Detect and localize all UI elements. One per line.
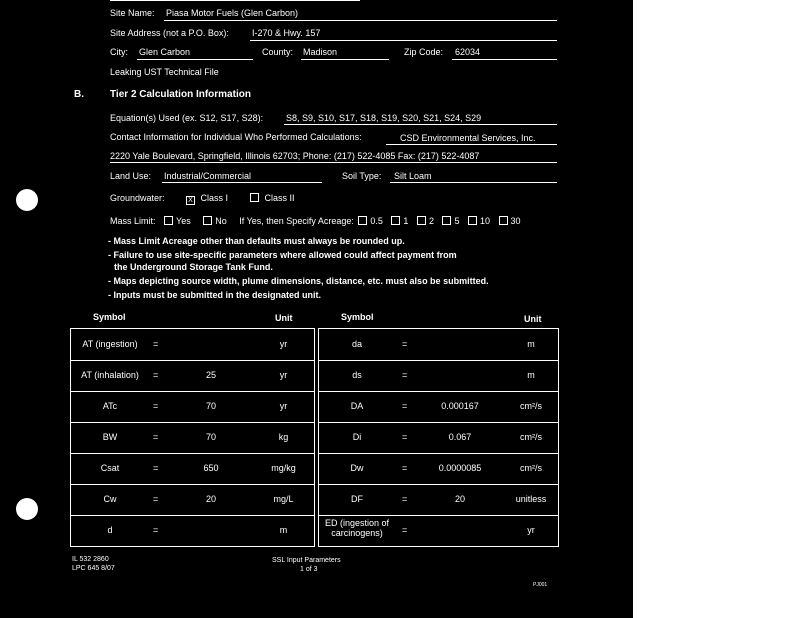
county-label: County: xyxy=(262,47,294,57)
class2-option[interactable] xyxy=(248,193,295,204)
parameter-unit: yr xyxy=(279,400,288,411)
lpc-number: LPC 645 8/07 xyxy=(72,565,115,572)
groundwater-label: Groundwater: xyxy=(110,193,165,203)
parameter-value[interactable]: 20 xyxy=(205,493,216,504)
equations-value: S8, S9, S10, S17, S18, S19, S20, S21, S24, S29 xyxy=(286,113,482,123)
no-checkbox[interactable] xyxy=(203,216,212,225)
left-symbol-header: Symbol xyxy=(93,312,126,322)
equals-sign: = xyxy=(402,400,408,411)
parameter-value[interactable]: 70 xyxy=(205,400,216,411)
city-value: Glen Carbon xyxy=(139,47,191,57)
contact-address: 2220 Yale Boulevard, Springfield, Illinois 62703; Phone: (217) 522-4085 Fax: (217) 522-4087 xyxy=(110,151,480,161)
parameter-value[interactable]: 0.0000085 xyxy=(438,462,482,473)
parameter-unit: cm²/s xyxy=(520,462,542,473)
right-symbol-header: Symbol xyxy=(341,312,374,322)
contact-label: Contact Information for Individual Who Performed Calculations: xyxy=(110,132,362,142)
county-value: Madison xyxy=(303,47,338,57)
equals-sign: = xyxy=(402,493,408,504)
section-title: Tier 2 Calculation Information xyxy=(110,89,251,100)
form-number: IL 532 2860 xyxy=(72,556,109,563)
site-name-label: Site Name: xyxy=(110,8,155,18)
equals-sign: = xyxy=(153,493,159,504)
parameter-value[interactable]: 0.067 xyxy=(448,431,472,442)
section-letter: B. xyxy=(74,89,84,100)
soil-type-label: Soil Type: xyxy=(342,171,382,181)
row-divider xyxy=(319,484,558,485)
parameter-unit: unitless xyxy=(515,493,547,504)
parameter-value[interactable]: 70 xyxy=(205,431,216,442)
rule xyxy=(301,59,389,60)
top-rule xyxy=(110,0,360,1)
parameter-value[interactable]: 0.000167 xyxy=(441,400,479,411)
note: - Inputs must be submitted in the designated unit. xyxy=(108,290,322,300)
equals-sign: = xyxy=(402,524,408,535)
no-label: No xyxy=(215,216,227,226)
row-divider xyxy=(319,453,558,454)
contact-org: CSD Environmental Services, Inc. xyxy=(400,133,536,143)
footer-title: SSL Input Parameters xyxy=(272,557,341,564)
parameter-symbol: DA xyxy=(350,400,364,411)
acreage-option: 30 xyxy=(510,216,521,226)
parameter-symbol: BW xyxy=(102,431,118,442)
row-divider xyxy=(71,484,314,485)
row-divider xyxy=(319,391,558,392)
parameter-symbol: ED (ingestion of carcinogens) xyxy=(324,518,390,538)
binder-hole xyxy=(16,189,38,211)
class2-label: Class II xyxy=(264,193,295,203)
equals-sign: = xyxy=(402,431,408,442)
land-use-label: Land Use: xyxy=(110,171,152,181)
stamp: PJ001 xyxy=(533,582,548,588)
rule xyxy=(284,124,557,125)
parameter-symbol: AT (ingestion) xyxy=(82,338,138,349)
yes-checkbox[interactable] xyxy=(164,216,173,225)
left-unit-header: Unit xyxy=(275,313,293,323)
row-divider xyxy=(71,391,314,392)
parameter-unit: kg xyxy=(278,431,289,442)
parameter-symbol: ATc xyxy=(102,400,118,411)
parameter-unit: m xyxy=(279,524,288,535)
parameter-symbol: Cw xyxy=(103,493,117,504)
parameter-symbol: Dw xyxy=(350,462,364,473)
acreage-option: 0.5 xyxy=(370,216,383,226)
note: - Maps depicting source width, plume dimensions, distance, etc. must also be submitted. xyxy=(108,276,489,286)
rule xyxy=(110,162,557,163)
parameter-symbol: AT (inhalation) xyxy=(81,369,139,380)
acreage-label: If Yes, then Specify Acreage: xyxy=(239,216,354,226)
parameter-unit: cm²/s xyxy=(520,431,542,442)
row-divider xyxy=(71,360,314,361)
parameter-unit: yr xyxy=(279,338,288,349)
equals-sign: = xyxy=(153,338,159,349)
right-parameter-table xyxy=(318,328,559,547)
class2-checkbox[interactable] xyxy=(250,193,259,202)
parameter-unit: yr xyxy=(527,524,535,535)
row-divider xyxy=(319,515,558,516)
acreage-option: 5 xyxy=(454,216,460,226)
rule xyxy=(390,182,557,183)
class1-checkbox[interactable]: X xyxy=(186,196,195,205)
acreage-option: 10 xyxy=(480,216,491,226)
city-label: City: xyxy=(110,47,128,57)
row-divider xyxy=(71,515,314,516)
acreage-checkbox[interactable] xyxy=(442,216,451,225)
note: the Underground Storage Tank Fund. xyxy=(114,262,273,272)
parameter-unit: mg/kg xyxy=(271,462,296,473)
class1-option[interactable] xyxy=(184,193,228,205)
equations-label: Equation(s) Used (ex. S12, S17, S28): xyxy=(110,113,264,123)
soil-type-value: Silt Loam xyxy=(394,171,432,181)
parameter-symbol: Csat xyxy=(100,462,120,473)
equals-sign: = xyxy=(402,338,408,349)
right-unit-header: Unit xyxy=(524,314,542,324)
rule xyxy=(386,144,557,145)
class1-label: Class I xyxy=(200,193,229,203)
land-use-value: Industrial/Commercial xyxy=(164,171,252,181)
site-address-value: I-270 & Hwy. 157 xyxy=(252,28,321,38)
acreage-checkbox[interactable] xyxy=(468,216,477,225)
parameter-symbol: da xyxy=(351,338,362,349)
parameter-unit: cm²/s xyxy=(520,400,542,411)
equals-sign: = xyxy=(402,369,408,380)
equals-sign: = xyxy=(153,369,159,380)
parameter-unit: yr xyxy=(279,369,288,380)
file-line: Leaking UST Technical File xyxy=(110,67,219,77)
equals-sign: = xyxy=(153,400,159,411)
acreage-option: 2 xyxy=(428,216,434,226)
parameter-value[interactable]: 20 xyxy=(454,493,465,504)
row-divider xyxy=(319,360,558,361)
equals-sign: = xyxy=(153,524,159,535)
parameter-symbol: d xyxy=(107,524,113,535)
rule xyxy=(164,20,557,21)
parameter-symbol: DF xyxy=(351,493,363,504)
rule xyxy=(250,40,557,41)
acreage-checkbox[interactable] xyxy=(417,216,426,225)
acreage-checkbox[interactable] xyxy=(358,216,367,225)
parameter-value[interactable]: 650 xyxy=(203,462,219,473)
row-divider xyxy=(71,453,314,454)
rule xyxy=(162,182,322,183)
acreage-checkbox[interactable] xyxy=(391,216,400,225)
row-divider xyxy=(71,422,314,423)
parameter-unit: m xyxy=(527,369,535,380)
rule xyxy=(452,59,557,60)
equals-sign: = xyxy=(153,431,159,442)
zip-label: Zip Code: xyxy=(404,47,444,57)
parameter-unit: mg/L xyxy=(273,493,294,504)
site-address-label: Site Address (not a P.O. Box): xyxy=(110,28,229,38)
mass-limit-label: Mass Limit: xyxy=(110,216,156,226)
row-divider xyxy=(319,422,558,423)
parameter-value[interactable]: 25 xyxy=(205,369,216,380)
zip-value: 62034 xyxy=(455,47,481,57)
equals-sign: = xyxy=(153,462,159,473)
equals-sign: = xyxy=(402,462,408,473)
site-name-value: Piasa Motor Fuels (Glen Carbon) xyxy=(166,8,299,18)
parameter-symbol: Di xyxy=(352,431,362,442)
mass-limit-row xyxy=(110,216,521,227)
note: - Failure to use site-specific parameters where allowed could affect payment from xyxy=(108,250,457,260)
acreage-checkbox[interactable] xyxy=(499,216,508,225)
parameter-unit: m xyxy=(527,338,535,349)
binder-hole xyxy=(16,498,38,520)
rule xyxy=(137,59,253,60)
note: - Mass Limit Acreage other than defaults must always be rounded up. xyxy=(108,236,405,246)
left-parameter-table xyxy=(70,328,315,547)
acreage-option: 1 xyxy=(403,216,409,226)
yes-label: Yes xyxy=(176,216,191,226)
page-number: 1 of 3 xyxy=(300,566,318,573)
parameter-symbol: ds xyxy=(352,369,362,380)
